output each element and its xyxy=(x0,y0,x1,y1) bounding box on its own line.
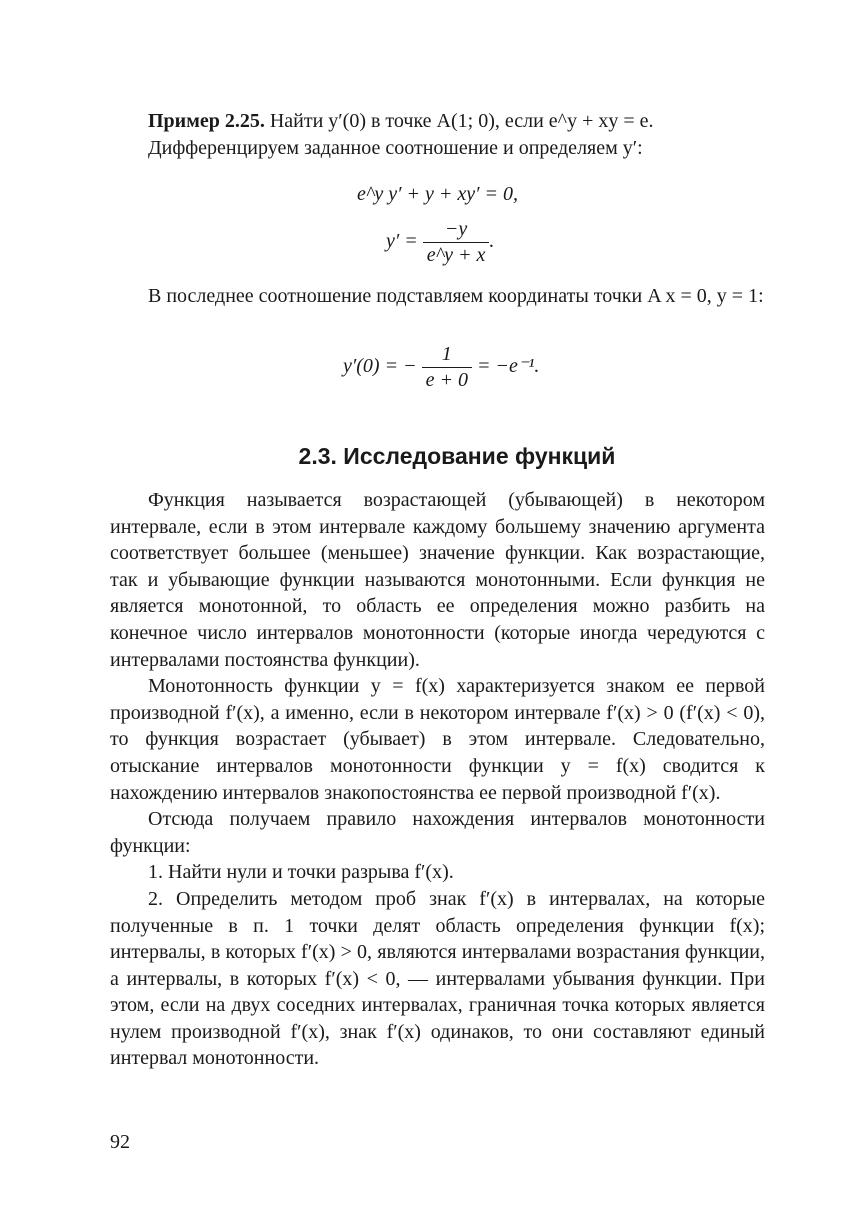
equation-2-tail: . xyxy=(489,230,495,253)
equation-3-denominator: e + 0 xyxy=(425,369,468,391)
equation-3-numerator: 1 xyxy=(422,343,472,368)
example-block xyxy=(110,108,765,161)
equation-2 xyxy=(386,218,494,267)
equation-2-lhs: y′ = xyxy=(386,230,418,253)
section-body xyxy=(110,487,765,1072)
paragraph-rule-intro: Отсюда получаем правило нахождения интервалов монотонности функции: xyxy=(110,808,765,857)
example-line-2: Дифференцируем заданное соотношение и определяем y′: xyxy=(148,136,643,159)
example-line-1 xyxy=(110,108,765,135)
substitution-paragraph xyxy=(110,283,765,310)
rule-step-1: 1. Найти нули и точки разрыва f′(x). xyxy=(148,861,454,884)
equation-2-denominator: e^y + x xyxy=(426,244,486,266)
equation-3-lhs: y′(0) = − xyxy=(343,355,417,378)
equation-3 xyxy=(343,343,539,392)
example-title: Пример 2.25. xyxy=(148,110,265,132)
paragraph-definition: Функция называется возрастающей (убывающей) в некотором интервале, если в этом интервале каждому большему значению аргумента соответствует большее (меньшее) значение функции. Как возрастающие, так и убывающие функции называются монотонными. Если функция не является монотонной, то область ее определения можно разбить на конечное число интервалов монотонности (которые иногда чередуются с интервалами постоянства функции). xyxy=(110,489,765,671)
section-heading: 2.3. Исследование функций xyxy=(298,443,616,469)
equation-2-fraction xyxy=(423,218,490,267)
substitution-text: В последнее соотношение подставляем координаты точки A x = 0, y = 1: xyxy=(148,285,764,307)
equation-3-tail: = −e⁻¹. xyxy=(476,355,540,378)
rule-step-2: 2. Определить методом проб знак f′(x) в интервалах, на которые полученные в п. 1 точки делят область определения функции f(x); интервалы, в которых f′(x) > 0, являются интервалами возрастания функции, а интервалы, в которых f′(x) < 0, — интервалами убывания функции. При этом, если на двух соседних интервалах, граничная точка которых является нулем производной f′(x), знак f′(x) одинаков, то они составляют единый интервал монотонности. xyxy=(110,887,765,1070)
example-statement: Найти y′(0) в точке A(1; 0), если e^y + xy = e. xyxy=(264,110,654,132)
paragraph-monotonicity: Монотонность функции y = f(x) характеризуется знаком ее первой производной f′(x), а именно, если в некотором интервале f′(x) > 0 (f′(x) < 0), то функция возрастает (убывает) в этом интервале. Следовательно, отыскание интервалов монотонности функции y = f(x) сводится к нахождению интервалов знакопостоянства ее первой производной f′(x). xyxy=(110,675,765,804)
equation-2-numerator: −y xyxy=(423,218,490,243)
page-number: 92 xyxy=(110,1131,130,1153)
equation-3-fraction xyxy=(422,343,472,392)
equation-1: e^y y′ + y + xy′ = 0, xyxy=(357,183,518,205)
